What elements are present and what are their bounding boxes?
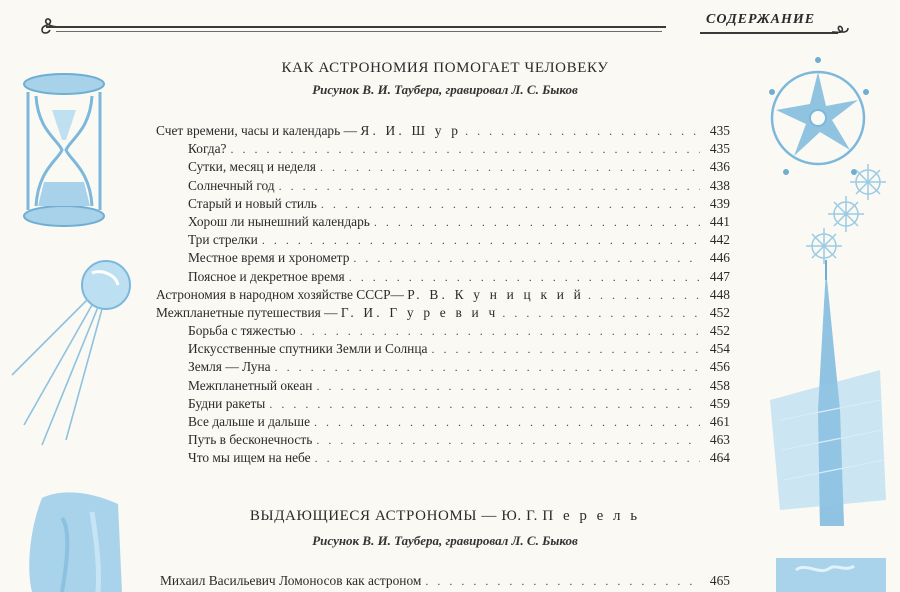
toc-page-number: 463 xyxy=(709,432,730,448)
toc-page-number: 435 xyxy=(709,141,730,157)
toc-entry[interactable]: Солнечный год . . . 438 xyxy=(156,177,730,195)
leader-dots xyxy=(279,177,700,195)
leader-dots xyxy=(374,213,700,231)
toc-entry[interactable]: Борьба с тяжестью . . . 452 xyxy=(156,322,730,340)
leader-dots xyxy=(230,140,700,158)
leader-dots xyxy=(321,195,700,213)
toc-page-number: 436 xyxy=(709,159,730,175)
leader-dots xyxy=(353,249,700,267)
section-author: П е р е л ь xyxy=(542,508,641,524)
toc-entry[interactable]: Счет времени, часы и календарь — Я. И. Ш у р . . . 435 xyxy=(156,122,730,140)
toc-author: Г. И. Г у р е в и ч xyxy=(340,304,499,320)
toc-page-number: 435 xyxy=(709,123,730,138)
leader-dots xyxy=(425,572,700,590)
toc-entry[interactable]: Поясное и декретное время . . . 447 xyxy=(156,268,730,286)
section-illustration-credit: Рисунок В. И. Таубера, гравировал Л. С. Быков xyxy=(312,82,578,97)
toc-entry[interactable]: Межпланетные путешествия — Г. И. Г у р е в и ч . . . 452 xyxy=(156,304,730,322)
toc-entry[interactable]: Три стрелки . . . 442 xyxy=(156,231,730,249)
toc-entry[interactable]: Местное время и хронометр . . . 446 xyxy=(156,249,730,267)
toc-page-number: 452 xyxy=(709,323,730,339)
toc-entry[interactable]: Что мы ищем на небе . . . 464 xyxy=(156,449,730,467)
toc-entry[interactable]: Когда? . . . 435 xyxy=(156,140,730,158)
toc-page-number: 459 xyxy=(709,395,730,411)
human-figure-illustration-icon xyxy=(22,488,132,592)
toc-entry[interactable]: Астрономия в народном хозяйстве СССР— Р. В. К у н и ц к и й . . . 448 xyxy=(156,286,730,304)
toc-entry[interactable]: Земля — Луна . . . 456 xyxy=(156,358,730,376)
section-title-outstanding-astronomers: ВЫДАЮЩИЕСЯ АСТРОНОМЫ — Ю. Г. П е р е л ь xyxy=(249,508,641,524)
toc-page-number: 464 xyxy=(709,450,730,466)
spire-illustration-icon xyxy=(760,260,890,530)
toc-page-number: 452 xyxy=(709,304,730,320)
section-title-astronomy-helps: КАК АСТРОНОМИЯ ПОМОГАЕТ ЧЕЛОВЕКУ xyxy=(281,60,609,76)
header-ornament-right-icon xyxy=(832,24,850,38)
header-rule-right xyxy=(700,32,838,34)
toc-page-number: 438 xyxy=(709,177,730,193)
leader-dots xyxy=(588,286,700,304)
toc-page-number: 447 xyxy=(709,268,730,284)
leader-dots xyxy=(320,158,700,176)
toc-page-number: 456 xyxy=(709,359,730,375)
satellite-illustration-icon xyxy=(6,255,136,450)
leader-dots xyxy=(502,304,700,322)
leader-dots xyxy=(269,395,700,413)
toc-entry[interactable]: Михаил Васильевич Ломоносов как астроном . . . 465 xyxy=(160,572,730,590)
toc-entry[interactable]: Старый и новый стиль . . . 439 xyxy=(156,195,730,213)
toc-author: Я. И. Ш у р xyxy=(360,123,462,138)
toc-entry[interactable]: Сутки, месяц и неделя . . . 436 xyxy=(156,158,730,176)
table-of-contents-continued xyxy=(160,572,730,590)
toc-page-number: 439 xyxy=(709,195,730,211)
toc-page-number: 465 xyxy=(709,573,730,588)
leader-dots xyxy=(316,431,700,449)
leader-dots xyxy=(262,231,700,249)
leader-dots xyxy=(316,377,700,395)
toc-page-number: 458 xyxy=(709,377,730,393)
toc-page-number: 454 xyxy=(709,341,730,357)
toc-entry[interactable]: Путь в бесконечность . . . 463 xyxy=(156,431,730,449)
section-illustration-credit: Рисунок В. И. Таубера, гравировал Л. С. Быков xyxy=(312,533,578,548)
leader-dots xyxy=(465,122,700,140)
leader-dots xyxy=(275,358,700,376)
toc-entry[interactable]: Будни ракеты . . . 459 xyxy=(156,395,730,413)
hourglass-illustration-icon xyxy=(18,70,110,230)
toc-page-number: 441 xyxy=(709,213,730,229)
leader-dots xyxy=(314,413,700,431)
toc-entry[interactable]: Межпланетный океан . . . 458 xyxy=(156,377,730,395)
header-rule-thin xyxy=(56,31,662,32)
sparkles-illustration-icon xyxy=(800,160,890,270)
toc-page-number: 446 xyxy=(709,250,730,266)
toc-entry[interactable]: Все дальше и дальше . . . 461 xyxy=(156,413,730,431)
table-of-contents xyxy=(156,122,730,468)
leader-dots xyxy=(349,268,700,286)
toc-page-number: 461 xyxy=(709,414,730,429)
leader-dots xyxy=(315,449,700,467)
running-header-title: СОДЕРЖАНИЕ xyxy=(706,12,816,27)
toc-entry[interactable]: Искусственные спутники Земли и Солнца . . . 454 xyxy=(156,340,730,358)
toc-entry[interactable]: Хорош ли нынешний календарь . . . 441 xyxy=(156,213,730,231)
toc-author: Р. В. К у н и ц к и й xyxy=(407,286,584,302)
leader-dots xyxy=(431,340,700,358)
corner-illustration-icon xyxy=(776,558,886,592)
leader-dots xyxy=(300,322,700,340)
toc-page-number: 442 xyxy=(709,232,730,248)
toc-page-number: 448 xyxy=(709,286,730,302)
header-rule xyxy=(46,26,666,28)
